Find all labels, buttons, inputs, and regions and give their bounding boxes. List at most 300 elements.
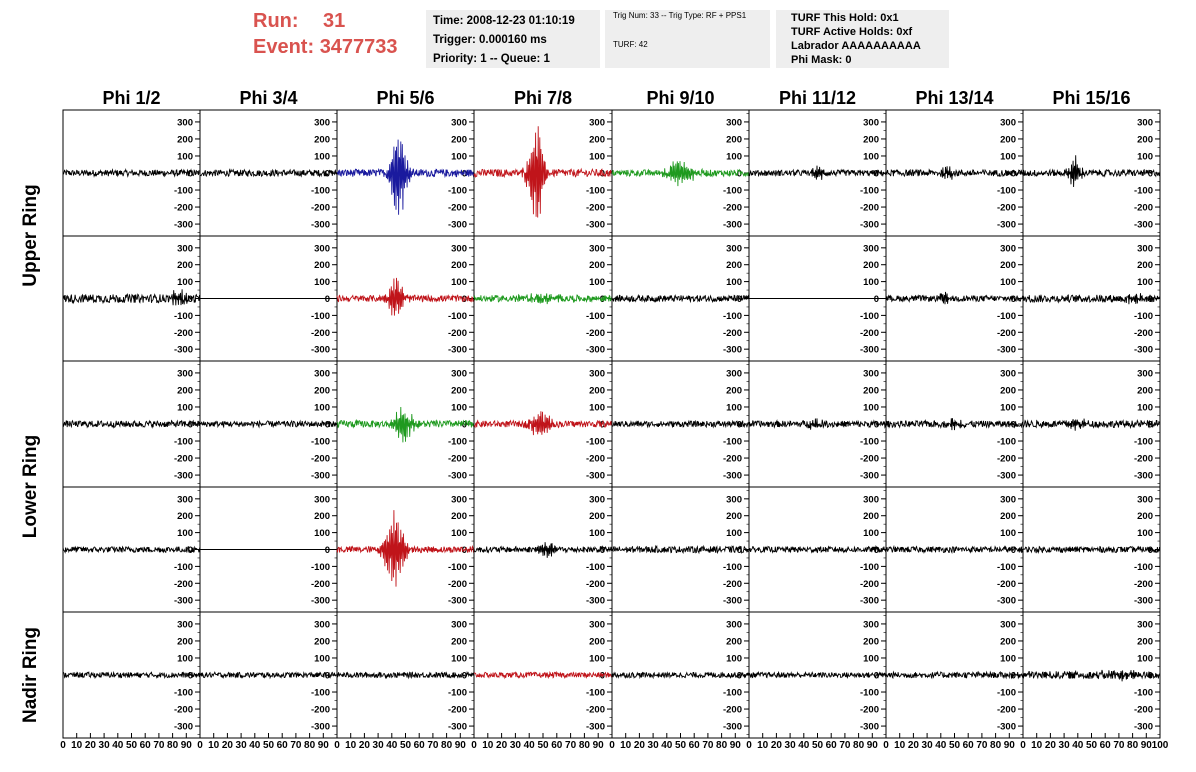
y-tick-label: 100	[177, 151, 193, 163]
y-tick-label: 300	[589, 619, 605, 631]
x-tick-label: 30	[372, 740, 384, 751]
y-tick-label: 200	[589, 636, 605, 648]
x-tick-label: 90	[317, 740, 329, 751]
trigger-line: Trigger: 0.000160 ms	[433, 34, 547, 46]
y-tick-label: -300	[1133, 470, 1153, 482]
priority-line: Priority: 1 -- Queue: 1	[433, 53, 550, 65]
x-tick-label: 40	[523, 740, 535, 751]
x-tick-label: 60	[139, 740, 151, 751]
y-tick-label: -300	[447, 470, 467, 482]
y-tick-label: 200	[1000, 385, 1016, 397]
y-tick-label: -300	[859, 344, 879, 356]
waveform-r3-c8	[1023, 419, 1160, 431]
y-tick-label: -300	[173, 470, 193, 482]
x-tick-label: 10	[71, 740, 83, 751]
x-tick-label: 60	[413, 740, 425, 751]
x-tick-label: 20	[770, 740, 782, 751]
x-tick-label: 60	[825, 740, 837, 751]
y-tick-label: -100	[173, 436, 193, 448]
y-tick-label: 300	[451, 619, 467, 631]
x-tick-label: 40	[661, 740, 673, 751]
x-tick-label: 30	[647, 740, 659, 751]
y-tick-label: -100	[996, 436, 1016, 448]
y-tick-label: -200	[859, 704, 879, 716]
y-tick-label: 0	[736, 545, 742, 556]
y-tick-label: 300	[314, 619, 330, 631]
y-tick-label: 0	[324, 419, 330, 431]
y-tick-label: -200	[173, 202, 193, 214]
y-tick-label: -200	[1133, 453, 1153, 465]
waveform-r2-c5	[612, 295, 749, 301]
y-tick-label: -100	[585, 561, 605, 573]
x-tick-label: 0	[471, 740, 477, 751]
y-tick-label: -300	[310, 595, 330, 607]
waveform-r5-c3	[337, 672, 474, 677]
y-tick-label: 0	[599, 168, 605, 180]
y-tick-label: -300	[722, 721, 742, 733]
y-tick-label: 0	[1010, 545, 1016, 556]
y-tick-label: 0	[1147, 419, 1153, 431]
y-tick-label: -100	[173, 687, 193, 699]
y-tick-label: -300	[996, 219, 1016, 231]
waveform-r2-c1	[63, 289, 200, 305]
turf-hold-line: TURF This Hold: 0x1	[791, 12, 899, 24]
y-tick-label: -200	[447, 202, 467, 214]
y-tick-label: -200	[585, 578, 605, 590]
y-tick-label: 200	[177, 134, 193, 146]
ring-label-1: Upper Ring	[20, 184, 41, 287]
y-tick-label: 100	[1137, 653, 1153, 665]
x-tick-label: 70	[976, 740, 988, 751]
waveform-r1-c1	[63, 170, 200, 177]
y-tick-label: -300	[859, 219, 879, 231]
y-tick-label: -300	[447, 344, 467, 356]
y-tick-label: -100	[310, 185, 330, 197]
x-tick-label: 20	[907, 740, 919, 751]
y-tick-label: 100	[314, 528, 330, 540]
y-tick-label: 200	[314, 260, 330, 272]
x-tick-label: 0	[746, 740, 752, 751]
y-tick-label: -300	[173, 721, 193, 733]
x-tick-label: 90	[592, 740, 604, 751]
waveform-r3-c5	[612, 421, 749, 427]
y-tick-label: -200	[722, 327, 742, 339]
x-tick-label: 10	[894, 740, 906, 751]
x-tick-label: 70	[702, 740, 714, 751]
x-tick-label: 40	[386, 740, 398, 751]
y-tick-label: 300	[1000, 619, 1016, 631]
y-tick-label: 0	[736, 168, 742, 180]
x-tick-label: 50	[811, 740, 824, 751]
waveform-r5-c6	[749, 672, 886, 677]
y-tick-label: -200	[585, 202, 605, 214]
y-tick-label: -200	[310, 704, 330, 716]
y-tick-label: 300	[726, 619, 742, 631]
y-tick-label: 0	[873, 294, 879, 305]
x-tick-label: 70	[290, 740, 302, 751]
y-tick-label: -200	[996, 578, 1016, 590]
waveform-r4-c5	[612, 546, 749, 552]
waveform-r4-c8	[1023, 547, 1160, 553]
y-tick-label: -300	[859, 470, 879, 482]
y-tick-label: 100	[726, 151, 742, 163]
y-tick-label: 200	[451, 511, 467, 523]
y-tick-label: 100	[451, 653, 467, 665]
y-tick-label: 100	[314, 151, 330, 163]
x-tick-label: 80	[716, 740, 728, 751]
x-tick-label: 90	[1003, 740, 1015, 751]
column-header-8: Phi 15/16	[1052, 88, 1131, 108]
y-tick-label: 100	[589, 277, 605, 289]
x-tick-label: 20	[221, 740, 233, 751]
event-value: 3477733	[319, 36, 398, 58]
y-tick-label: -100	[859, 436, 879, 448]
x-tick-label: 70	[565, 740, 577, 751]
y-tick-label: 100	[863, 402, 879, 414]
x-tick-label: 10	[1031, 740, 1043, 751]
y-tick-label: 200	[314, 511, 330, 523]
x-tick-label: 50	[262, 740, 275, 751]
y-tick-label: -100	[310, 687, 330, 699]
x-tick-label: 50	[948, 740, 961, 751]
y-tick-label: 300	[1000, 117, 1016, 129]
y-tick-label: 0	[1010, 670, 1016, 682]
y-tick-label: 0	[187, 545, 193, 556]
waveform-r5-c4	[474, 672, 612, 677]
x-tick-label: 40	[249, 740, 261, 751]
x-tick-label: 10	[345, 740, 357, 751]
y-tick-label: -300	[722, 219, 742, 231]
y-tick-label: 200	[1137, 385, 1153, 397]
trig-num-line: Trig Num: 33 -- Trig Type: RF + PPS1	[613, 11, 747, 20]
column-header-5: Phi 9/10	[646, 88, 715, 108]
waveform-r2-c8	[1023, 293, 1160, 304]
y-tick-label: 200	[1137, 260, 1153, 272]
y-tick-label: -200	[585, 327, 605, 339]
y-tick-label: -100	[310, 561, 330, 573]
y-tick-label: -200	[447, 578, 467, 590]
x-tick-label: 70	[839, 740, 851, 751]
y-tick-label: 0	[324, 670, 330, 682]
y-tick-label: -200	[996, 453, 1016, 465]
y-tick-label: 0	[187, 294, 193, 305]
y-tick-label: -100	[447, 310, 467, 322]
y-tick-label: -200	[173, 327, 193, 339]
y-tick-label: -300	[585, 470, 605, 482]
y-tick-label: -300	[996, 721, 1016, 733]
x-tick-label: 0	[1020, 740, 1026, 751]
waveform-r4-c6	[749, 547, 886, 553]
y-tick-label: -200	[996, 202, 1016, 214]
y-tick-label: -100	[1133, 436, 1153, 448]
y-tick-label: -200	[996, 327, 1016, 339]
y-tick-label: -200	[173, 578, 193, 590]
y-tick-label: 300	[863, 117, 879, 129]
y-tick-label: 300	[451, 368, 467, 380]
y-tick-label: 300	[177, 368, 193, 380]
x-tick-label: 50	[1085, 740, 1098, 751]
x-tick-label: 60	[551, 740, 563, 751]
x-tick-label: 10	[757, 740, 769, 751]
run-label: Run:	[253, 10, 299, 32]
y-tick-label: 200	[1137, 511, 1153, 523]
y-tick-label: -100	[722, 185, 742, 197]
y-tick-label: -100	[447, 185, 467, 197]
y-tick-label: 0	[873, 419, 879, 431]
y-tick-label: 100	[1137, 151, 1153, 163]
waveform-r1-c7	[886, 166, 1023, 179]
y-tick-label: -100	[585, 436, 605, 448]
x-tick-label: 80	[578, 740, 590, 751]
y-tick-label: 100	[177, 277, 193, 289]
y-tick-label: 100	[863, 528, 879, 540]
y-tick-label: 300	[863, 243, 879, 255]
x-tick-label: 80	[990, 740, 1002, 751]
waveform-r1-c5	[612, 161, 749, 186]
y-tick-label: -200	[1133, 578, 1153, 590]
y-tick-label: -300	[585, 344, 605, 356]
y-tick-label: -300	[996, 344, 1016, 356]
y-tick-label: 100	[863, 653, 879, 665]
y-tick-label: 200	[451, 260, 467, 272]
x-tick-label: 40	[1072, 740, 1084, 751]
y-tick-label: 0	[1147, 168, 1153, 180]
y-tick-label: 0	[461, 670, 467, 682]
y-tick-label: 300	[1000, 494, 1016, 506]
y-tick-label: 200	[863, 636, 879, 648]
y-tick-label: -100	[722, 687, 742, 699]
y-tick-label: 300	[451, 494, 467, 506]
waveform-r2-c4	[474, 293, 612, 304]
y-tick-label: 0	[736, 670, 742, 682]
x-tick-label: 0	[609, 740, 615, 751]
y-tick-label: -300	[1133, 721, 1153, 733]
y-tick-label: -300	[1133, 344, 1153, 356]
waveform-r5-c2	[200, 672, 337, 677]
y-tick-label: 300	[451, 117, 467, 129]
y-tick-label: -100	[173, 310, 193, 322]
waveform-r4-c7	[886, 547, 1023, 553]
y-tick-label: 300	[1137, 243, 1153, 255]
labrador-line: Labrador AAAAAAAAAA	[791, 40, 921, 52]
y-tick-label: -100	[173, 561, 193, 573]
y-tick-label: 300	[177, 619, 193, 631]
y-tick-label: 100	[177, 402, 193, 414]
waveform-r3-c2	[200, 421, 337, 427]
y-tick-label: 0	[599, 670, 605, 682]
x-tick-label: 60	[962, 740, 974, 751]
run-value: 31	[323, 10, 346, 32]
y-tick-label: 200	[726, 134, 742, 146]
y-tick-label: -200	[722, 704, 742, 716]
y-tick-label: -300	[447, 595, 467, 607]
ring-label-3: Nadir Ring	[20, 626, 41, 724]
y-tick-label: 100	[726, 277, 742, 289]
y-tick-label: 200	[726, 385, 742, 397]
y-tick-label: -300	[1133, 219, 1153, 231]
y-tick-label: 300	[589, 243, 605, 255]
y-tick-label: -100	[310, 310, 330, 322]
y-tick-label: 300	[589, 368, 605, 380]
y-tick-label: -200	[310, 453, 330, 465]
waveform-r5-c8	[1023, 670, 1160, 681]
y-tick-label: 300	[589, 494, 605, 506]
y-tick-label: -200	[447, 704, 467, 716]
y-tick-label: 100	[451, 277, 467, 289]
y-tick-label: 100	[726, 653, 742, 665]
y-tick-label: 200	[1000, 636, 1016, 648]
y-tick-label: 300	[177, 243, 193, 255]
y-tick-label: 200	[314, 385, 330, 397]
y-tick-label: 300	[863, 619, 879, 631]
y-tick-label: 0	[1010, 294, 1016, 305]
x-tick-label: 50	[399, 740, 412, 751]
waveform-r1-c6	[749, 166, 886, 180]
y-tick-label: 0	[599, 545, 605, 556]
y-tick-label: 200	[863, 385, 879, 397]
y-tick-label: 300	[314, 494, 330, 506]
y-tick-label: -100	[1133, 185, 1153, 197]
y-tick-label: -100	[173, 185, 193, 197]
y-tick-label: -300	[173, 595, 193, 607]
y-tick-label: 200	[1137, 134, 1153, 146]
waveform-r3-c7	[886, 418, 1023, 430]
y-tick-label: 0	[187, 168, 193, 180]
column-header-7: Phi 13/14	[915, 88, 994, 108]
y-tick-label: 0	[1147, 670, 1153, 682]
x-tick-label: 90	[180, 740, 192, 751]
y-tick-label: -300	[447, 721, 467, 733]
x-tick-label: 30	[1058, 740, 1070, 751]
y-tick-label: -300	[173, 219, 193, 231]
y-tick-label: 100	[314, 653, 330, 665]
x-tick-label: 60	[688, 740, 700, 751]
y-tick-label: 200	[177, 260, 193, 272]
y-tick-label: -300	[310, 721, 330, 733]
y-tick-label: -100	[859, 310, 879, 322]
y-tick-label: -200	[310, 327, 330, 339]
x-tick-label: 90	[729, 740, 741, 751]
y-tick-label: -300	[173, 344, 193, 356]
x-tick-label: 80	[304, 740, 316, 751]
y-tick-label: 0	[1147, 294, 1153, 305]
y-tick-label: 300	[726, 243, 742, 255]
y-tick-label: -100	[585, 185, 605, 197]
y-tick-label: 300	[1137, 117, 1153, 129]
y-tick-label: 0	[1010, 419, 1016, 431]
y-tick-label: 0	[873, 545, 879, 556]
y-tick-label: 200	[1000, 260, 1016, 272]
y-tick-label: -100	[722, 310, 742, 322]
y-tick-label: 100	[1000, 528, 1016, 540]
x-tick-label: 60	[276, 740, 288, 751]
y-tick-label: 200	[314, 134, 330, 146]
waveform-r3-c1	[63, 421, 200, 428]
y-tick-label: 200	[177, 636, 193, 648]
y-tick-label: 100	[1137, 277, 1153, 289]
x-tick-label: 10	[482, 740, 494, 751]
y-tick-label: 100	[1000, 402, 1016, 414]
y-tick-label: 100	[314, 402, 330, 414]
y-tick-label: 200	[314, 636, 330, 648]
x-tick-label: 50	[125, 740, 138, 751]
y-tick-label: 200	[589, 134, 605, 146]
y-tick-label: 200	[451, 385, 467, 397]
waveform-r2-c7	[886, 292, 1023, 304]
y-tick-label: -300	[1133, 595, 1153, 607]
y-tick-label: 300	[1137, 619, 1153, 631]
y-tick-label: 200	[863, 511, 879, 523]
y-tick-label: 100	[451, 528, 467, 540]
y-tick-label: -200	[585, 453, 605, 465]
y-tick-label: -300	[722, 470, 742, 482]
column-header-1: Phi 1/2	[102, 88, 161, 108]
y-tick-label: -200	[996, 704, 1016, 716]
waveform-r5-c5	[612, 672, 749, 677]
y-tick-label: -200	[310, 578, 330, 590]
y-tick-label: 0	[1010, 168, 1016, 180]
y-tick-label: -200	[1133, 202, 1153, 214]
y-tick-label: 200	[177, 385, 193, 397]
x-tick-label: 70	[427, 740, 439, 751]
x-tick-label: 30	[921, 740, 933, 751]
y-tick-label: 0	[736, 419, 742, 431]
waveform-r4-c1	[63, 547, 200, 553]
y-tick-label: -100	[310, 436, 330, 448]
y-tick-label: -300	[585, 219, 605, 231]
y-tick-label: -200	[447, 453, 467, 465]
x-tick-label: 90	[1140, 740, 1152, 751]
y-tick-label: 0	[461, 168, 467, 180]
y-tick-label: -300	[447, 219, 467, 231]
y-tick-label: -100	[996, 687, 1016, 699]
y-tick-label: -200	[173, 704, 193, 716]
y-tick-label: -100	[447, 687, 467, 699]
y-tick-label: -300	[722, 595, 742, 607]
y-tick-label: 200	[589, 260, 605, 272]
y-tick-label: -200	[859, 578, 879, 590]
y-tick-label: 100	[1000, 151, 1016, 163]
y-tick-label: 300	[314, 243, 330, 255]
y-tick-label: -100	[447, 561, 467, 573]
column-header-4: Phi 7/8	[513, 88, 573, 108]
x-tick-label: 10	[208, 740, 220, 751]
y-tick-label: -300	[585, 595, 605, 607]
y-tick-label: -200	[722, 202, 742, 214]
turf-active-line: TURF Active Holds: 0xf	[791, 26, 913, 38]
y-tick-label: 200	[726, 636, 742, 648]
y-tick-label: -100	[996, 310, 1016, 322]
y-tick-label: 300	[1137, 494, 1153, 506]
y-tick-label: -100	[859, 185, 879, 197]
y-tick-label: 0	[324, 168, 330, 180]
x-tick-label: 40	[112, 740, 124, 751]
column-header-3: Phi 5/6	[376, 88, 435, 108]
x-tick-label: 30	[784, 740, 796, 751]
ring-label-2: Lower Ring	[20, 434, 41, 539]
y-tick-label: 0	[461, 294, 467, 305]
x-tick-label: 20	[84, 740, 96, 751]
column-header-6: Phi 11/12	[778, 88, 857, 108]
y-tick-label: 100	[1000, 653, 1016, 665]
y-tick-label: 200	[863, 134, 879, 146]
y-tick-label: 100	[726, 528, 742, 540]
waveform-r3-c6	[749, 418, 886, 429]
x-tick-label: 80	[853, 740, 865, 751]
y-tick-label: 100	[726, 402, 742, 414]
x-tick-label: 20	[1044, 740, 1056, 751]
x-tick-label: 30	[509, 740, 521, 751]
